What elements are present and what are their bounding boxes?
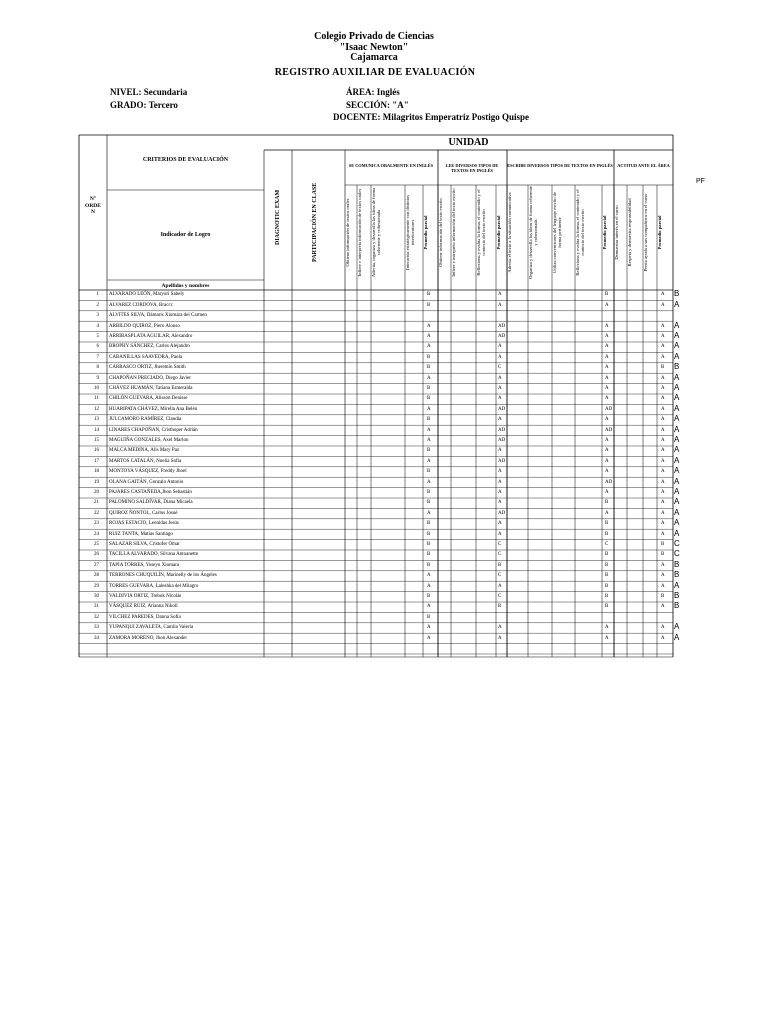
grade-promedio-oral: A — [427, 510, 431, 516]
school-name: Colegio Privado de Ciencias — [314, 31, 434, 42]
grade-promedio-escribe: B — [605, 562, 609, 568]
student-name: ALVAREZ CORDOVA, Braccc — [109, 302, 173, 308]
grade-promedio-oral: B — [427, 396, 431, 402]
indicator-label: Interactúa estratégicamente con distintos interlocutores — [405, 195, 415, 270]
indicator-label: Promedio parcial — [657, 215, 662, 250]
grade-promedio-actitud: B — [661, 541, 665, 547]
indicator-label: Obtiene información de textos orales — [345, 198, 350, 267]
final-grade: A — [674, 507, 680, 517]
final-grade: A — [674, 414, 680, 424]
grade-promedio-oral: B — [427, 292, 431, 298]
grade-promedio-lee: A — [498, 469, 502, 475]
grade-promedio-escribe: A — [605, 333, 609, 339]
grade-promedio-oral: B — [427, 521, 431, 527]
grade-promedio-escribe: A — [605, 365, 609, 371]
grade-promedio-oral: A — [427, 604, 431, 610]
student-number: 27 — [94, 562, 99, 568]
student-name: RUIZ TANTA, Matías Santiago — [109, 531, 173, 537]
final-grade: A — [674, 299, 680, 309]
student-name: LINARES CHAPOÑAN, Cristhoper Adrián — [109, 427, 198, 433]
grade-promedio-lee: A — [498, 583, 502, 589]
final-grade: B — [674, 601, 680, 611]
grade-promedio-actitud: A — [661, 437, 665, 443]
grade-promedio-actitud: A — [661, 583, 665, 589]
student-number: 8 — [96, 365, 99, 371]
student-name: VALDIVIA ORTIZ, Trebok Nicolás — [109, 593, 182, 599]
student-number: 3 — [96, 313, 99, 319]
student-name: MARTOS CATALÁN, Noelia Sofía — [109, 458, 182, 464]
grade-promedio-oral: A — [427, 344, 431, 350]
grade-promedio-oral: B — [427, 562, 431, 568]
grade-promedio-lee: AD — [498, 323, 506, 329]
indicator-label: Adecúa el texto a la situación comunicativa — [507, 192, 512, 273]
grade-promedio-escribe: B — [605, 552, 609, 558]
grade-promedio-oral: A — [427, 323, 431, 329]
student-number: 7 — [96, 354, 99, 360]
student-number: 10 — [94, 385, 99, 391]
student-number: 11 — [94, 396, 99, 402]
indicator-label: Infiere e interpreta información de textos orales — [357, 188, 362, 277]
student-number: 1 — [96, 292, 99, 298]
grade-promedio-lee: C — [498, 552, 502, 558]
grade-promedio-actitud: A — [661, 521, 665, 527]
grade-promedio-escribe: A — [605, 396, 609, 402]
final-grade: A — [674, 372, 680, 382]
final-grade: C — [674, 549, 680, 559]
student-name: TAPIA TORRES, Yoseyn Xiomara — [109, 562, 180, 568]
grade-promedio-lee: C — [498, 365, 502, 371]
student-name: HUARIPATA CHÁVEZ, Mirella Ana Belén — [109, 406, 198, 412]
grade-promedio-lee: AD — [498, 458, 506, 464]
grade-promedio-lee: A — [498, 448, 502, 454]
grade-promedio-escribe: A — [605, 437, 609, 443]
grade-promedio-lee: B — [498, 604, 502, 610]
grade-promedio-actitud: A — [661, 354, 665, 360]
grade-promedio-actitud: A — [661, 292, 665, 298]
student-name: SALAZAR SILVA, Cristofer Omar — [109, 541, 180, 547]
grade-promedio-escribe: A — [605, 344, 609, 350]
grade-promedio-escribe: C — [605, 541, 609, 547]
grade-promedio-actitud: A — [661, 458, 665, 464]
grade-promedio-escribe: A — [605, 469, 609, 475]
student-number: 18 — [94, 469, 99, 475]
final-grade: A — [674, 341, 680, 351]
grade-promedio-actitud: A — [661, 385, 665, 391]
grade-promedio-lee: A — [498, 635, 502, 641]
final-grade: A — [674, 486, 680, 496]
grade-promedio-lee: C — [498, 541, 502, 547]
grade-promedio-oral: B — [427, 302, 431, 308]
final-grade: A — [674, 497, 680, 507]
grade-promedio-escribe: B — [605, 604, 609, 610]
grade-promedio-lee: A — [498, 302, 502, 308]
group-heading-lee: LEE DIVERSOS TIPOS DE TEXTOS EN INGLÉS — [445, 163, 499, 174]
student-number: 15 — [94, 437, 99, 443]
student-name: MONTOYA VÁSQUEZ, Freddy Jhoel — [109, 469, 187, 475]
student-number: 4 — [96, 323, 99, 329]
grade-promedio-lee: B — [498, 562, 502, 568]
final-grade: A — [674, 393, 680, 403]
diagnostic-exam-heading: DIAGNOTIC EXAM — [275, 189, 281, 245]
grade-promedio-oral: B — [427, 354, 431, 360]
grade-promedio-actitud: A — [661, 375, 665, 381]
student-number: 12 — [94, 406, 99, 412]
grade-promedio-oral: B — [427, 614, 431, 620]
group-heading-actitud: ACTITUD ANTE EL ÁREA — [617, 163, 670, 168]
student-name: PAJARES CASTAÑEDA,Jhon Sebastián — [109, 489, 192, 495]
indicator-label: Demuestra interés en el curso — [614, 205, 619, 260]
grade-promedio-oral: A — [427, 625, 431, 631]
grade-promedio-actitud: A — [661, 344, 665, 350]
student-number: 6 — [96, 344, 99, 350]
student-name: JULCAMORO RAMÍREZ, Claudia — [109, 417, 182, 423]
indicator-label: Promedio parcial — [496, 215, 501, 250]
grade-promedio-escribe: B — [605, 573, 609, 579]
indicator-label: Promedio parcial — [602, 215, 607, 250]
student-number: 17 — [94, 458, 99, 464]
grade-promedio-escribe: B — [605, 531, 609, 537]
grade-promedio-lee: A — [498, 396, 502, 402]
grade-promedio-actitud: A — [661, 406, 665, 412]
student-name: PALOMINO SALDÍVAR, Diana Micaela — [109, 500, 193, 506]
grade-promedio-actitud: A — [661, 562, 665, 568]
student-name: CHÁVEZ HUAMÁN, Tatiana Esmeralda — [109, 385, 193, 391]
grade-promedio-actitud: B — [661, 593, 665, 599]
grade-promedio-oral: B — [427, 448, 431, 454]
final-grade: B — [674, 590, 680, 600]
student-number: 22 — [94, 510, 99, 516]
student-number: 34 — [94, 635, 99, 641]
grade-promedio-actitud: A — [661, 531, 665, 537]
student-number: 31 — [94, 604, 99, 610]
grade-promedio-lee: AD — [498, 510, 506, 516]
grade-promedio-oral: A — [427, 458, 431, 464]
grade-promedio-oral: B — [427, 489, 431, 495]
final-grade: A — [674, 622, 680, 632]
school-city: Cajamarca — [350, 52, 398, 63]
grade-promedio-actitud: A — [661, 489, 665, 495]
student-number: 23 — [94, 521, 99, 527]
final-grade: B — [674, 289, 680, 299]
student-name: OLANA GAITÁN, Gonzalo Antonio — [109, 479, 184, 485]
student-name: MALCA MEDINA, Alis Mary Paz — [109, 448, 180, 454]
student-number: 19 — [94, 479, 99, 485]
indicator-label: Organiza y desarrolla las ideas de forma coherente y cohesionada — [528, 186, 538, 279]
participacion-heading: PARTICIPACIÓN EN CLASE — [312, 182, 318, 262]
grade-promedio-escribe: AD — [605, 479, 613, 485]
indicator-label: Presta ayuda a sus compañeros en el curso — [643, 193, 648, 272]
grade-promedio-oral: A — [427, 437, 431, 443]
student-number: 13 — [94, 417, 99, 423]
grade-promedio-oral: A — [427, 427, 431, 433]
grade-promedio-actitud: A — [661, 469, 665, 475]
apellidos-heading: Apellidos y nombres — [161, 283, 210, 289]
grado-field: GRADO: Tercero — [110, 100, 178, 110]
grade-promedio-lee: A — [498, 417, 502, 423]
student-name: VÁSQUEZ RUIZ, Arianna Nikoll — [109, 604, 178, 610]
grade-promedio-oral: A — [427, 333, 431, 339]
grade-promedio-lee: AD — [498, 333, 506, 339]
orden-heading: N° ORDE N — [85, 196, 101, 216]
grade-promedio-actitud: B — [661, 365, 665, 371]
grade-promedio-actitud: B — [661, 552, 665, 558]
indicator-label: Reflexiona y evalúa la forma, el contenido y el contexto del texto escrito — [575, 189, 585, 276]
seccion-field: SECCIÓN: "A" — [346, 100, 409, 110]
indicator-label: Promedio parcial — [423, 215, 428, 250]
student-number: 30 — [94, 593, 99, 599]
grade-promedio-lee: A — [498, 344, 502, 350]
grade-promedio-oral: A — [427, 635, 431, 641]
grade-promedio-escribe: A — [605, 375, 609, 381]
school-name-quoted: "Isaac Newton" — [339, 42, 409, 53]
student-number: 28 — [94, 573, 99, 579]
grade-promedio-actitud: A — [661, 323, 665, 329]
student-number: 25 — [94, 541, 99, 547]
student-name: CHILÓN GUEVARA, Alisson Denisse — [109, 396, 188, 402]
final-grade: A — [674, 518, 680, 528]
grade-promedio-escribe: A — [605, 635, 609, 641]
grade-promedio-oral: B — [427, 500, 431, 506]
grade-promedio-lee: AD — [498, 406, 506, 412]
group-heading-oral: SE COMUNICA ORALMENTE EN INGLÉS — [348, 163, 434, 168]
student-number: 29 — [94, 583, 99, 589]
student-name: ALVITES SILVA, Dámaris Xiomara del Carmen — [109, 313, 207, 319]
final-grade: A — [674, 528, 680, 538]
nivel-field: NIVEL: Secundaria — [110, 87, 188, 97]
student-name: ZAMORA MORENO, Jhon Alexander — [109, 635, 188, 641]
grade-promedio-lee: A — [498, 375, 502, 381]
grade-promedio-escribe: B — [605, 583, 609, 589]
grade-promedio-escribe: AD — [605, 406, 613, 412]
student-name: CARRASCO ORTIZ, Jheremín Smith — [109, 365, 186, 371]
grade-promedio-oral: B — [427, 469, 431, 475]
grade-promedio-actitud: A — [661, 427, 665, 433]
student-number: 16 — [94, 448, 99, 454]
document-title: REGISTRO AUXILIAR DE EVALUACIÓN — [274, 67, 476, 78]
grade-promedio-actitud: A — [661, 333, 665, 339]
grade-promedio-lee: A — [498, 479, 502, 485]
student-name: ALVARADO LEÓN, Maryori Sabely — [109, 292, 185, 298]
student-name: TACILLA ALVARADO, Silvana Antoanette — [109, 552, 199, 558]
final-grade: A — [674, 632, 680, 642]
grade-promedio-oral: A — [427, 406, 431, 412]
grade-promedio-escribe: A — [605, 510, 609, 516]
student-name: BROPHY SÁNCHEZ, Carlos Alejandro — [109, 344, 190, 350]
student-name: TERRONES CHUQUILÍN, Marinelly de los Ángeles — [109, 573, 217, 579]
grade-promedio-actitud: A — [661, 573, 665, 579]
grade-promedio-lee: A — [498, 531, 502, 537]
grade-promedio-oral: A — [427, 583, 431, 589]
final-grade: A — [674, 320, 680, 330]
grade-promedio-oral: B — [427, 552, 431, 558]
grade-promedio-actitud: A — [661, 448, 665, 454]
docente-field: DOCENTE: Milagritos Emperatriz Postigo Quispe — [333, 112, 529, 122]
grade-promedio-escribe: B — [605, 292, 609, 298]
indicador-heading: Indicador de Logro — [160, 232, 211, 238]
grade-promedio-escribe: A — [605, 417, 609, 423]
student-number: 2 — [96, 302, 99, 308]
grade-promedio-escribe: A — [605, 458, 609, 464]
grade-promedio-actitud: A — [661, 510, 665, 516]
student-name: ARRIBASPLATA AGUILAR, Alexandro — [109, 333, 193, 339]
grade-promedio-escribe: A — [605, 302, 609, 308]
grade-promedio-lee: A — [498, 489, 502, 495]
indicator-label: Adecúa, organiza y desarrolla las ideas de forma coherente y cohesionada — [371, 187, 381, 278]
grade-promedio-lee: A — [498, 521, 502, 527]
grade-promedio-lee: A — [498, 354, 502, 360]
grade-promedio-actitud: A — [661, 302, 665, 308]
student-name: MAGUIÑA GONZALES, Axel Marlon — [109, 437, 189, 443]
indicator-label: Respeta y demuestra responsabilidad — [627, 198, 632, 267]
final-grade: A — [674, 455, 680, 465]
grade-promedio-oral: A — [427, 479, 431, 485]
final-grade: A — [674, 382, 680, 392]
criterios-heading: CRITERIOS DE EVALUACIÓN — [142, 157, 229, 163]
student-name: CABANILLAS SAAVEDRA, Paola — [109, 354, 183, 360]
grade-promedio-actitud: A — [661, 479, 665, 485]
grade-promedio-lee: AD — [498, 437, 506, 443]
grade-promedio-oral: B — [427, 593, 431, 599]
grade-promedio-oral: B — [427, 417, 431, 423]
grade-promedio-escribe: A — [605, 448, 609, 454]
student-number: 32 — [94, 614, 99, 620]
grade-promedio-lee: C — [498, 573, 502, 579]
grade-promedio-escribe: B — [605, 593, 609, 599]
unidad-heading: UNIDAD — [448, 137, 489, 148]
grade-promedio-escribe: A — [605, 323, 609, 329]
grade-promedio-oral: B — [427, 531, 431, 537]
student-number: 14 — [94, 427, 99, 433]
grade-promedio-lee: A — [498, 292, 502, 298]
grade-promedio-actitud: A — [661, 604, 665, 610]
grade-promedio-escribe: B — [605, 521, 609, 527]
final-grade: A — [674, 403, 680, 413]
final-grade: A — [674, 476, 680, 486]
grade-promedio-lee: C — [498, 593, 502, 599]
student-number: 9 — [96, 375, 99, 381]
indicator-label: Obtiene información del texto escrito — [438, 198, 443, 267]
group-heading-escribe: ESCRIBE DIVERSOS TIPOS DE TEXTOS EN INGLÉS — [507, 163, 613, 168]
student-name: CHAPOÑAN PRECIADO, Diego Javier — [109, 375, 191, 381]
final-grade: A — [674, 434, 680, 444]
grade-promedio-oral: A — [427, 573, 431, 579]
grade-promedio-lee: A — [498, 385, 502, 391]
indicator-label: Infiere e interpreta información del texto escrito — [451, 188, 456, 277]
indicator-label: Utiliza convenciones del lenguaje escrito de forma pertinente — [552, 192, 562, 273]
grade-promedio-actitud: A — [661, 625, 665, 631]
student-number: 5 — [96, 333, 99, 339]
grade-promedio-escribe: AD — [605, 427, 613, 433]
student-number: 20 — [94, 489, 99, 495]
grade-promedio-oral: B — [427, 541, 431, 547]
area-field: ÁREA: Inglés — [346, 87, 400, 97]
final-grade: A — [674, 445, 680, 455]
student-number: 21 — [94, 500, 99, 506]
final-grade: C — [674, 538, 680, 548]
final-grade: B — [674, 570, 680, 580]
student-name: QUIROZ ÑONTOL, Carlos Josué — [109, 510, 178, 516]
final-grade: A — [674, 580, 680, 590]
pf-label: PF — [696, 178, 705, 185]
grade-promedio-lee: A — [498, 500, 502, 506]
final-grade: A — [674, 424, 680, 434]
grade-promedio-actitud: A — [661, 500, 665, 506]
final-grade: A — [674, 466, 680, 476]
grade-promedio-actitud: A — [661, 396, 665, 402]
student-name: YUPANQUI ZAVALETA, Camila Valeria — [109, 625, 194, 631]
student-name: ARBILDO QUIROZ, Piero Alonso — [109, 323, 180, 329]
final-grade: A — [674, 330, 680, 340]
grade-promedio-escribe: B — [605, 500, 609, 506]
student-name: ROJAS ESTACIO, Leonidas Jesús — [109, 521, 179, 527]
grade-promedio-escribe: A — [605, 625, 609, 631]
grade-promedio-actitud: A — [661, 635, 665, 641]
student-name: VILCHEZ PAREDES, Danna Sofía — [109, 614, 181, 620]
student-name: TORRES GUEVARA, Laleshka del Milagro — [109, 583, 199, 589]
student-number: 33 — [94, 625, 99, 631]
indicator-label: Reflexiona y evalúa la forma, el contenido y el contexto del texto escrito — [476, 189, 486, 276]
grade-promedio-actitud: A — [661, 417, 665, 423]
final-grade: B — [674, 559, 680, 569]
grade-promedio-escribe: A — [605, 385, 609, 391]
final-grade: A — [674, 351, 680, 361]
student-number: 26 — [94, 552, 99, 558]
grade-promedio-lee: AD — [498, 427, 506, 433]
grade-promedio-oral: A — [427, 375, 431, 381]
student-number: 24 — [94, 531, 99, 537]
grade-promedio-oral: B — [427, 385, 431, 391]
final-grade: B — [674, 362, 680, 372]
grade-promedio-escribe: A — [605, 489, 609, 495]
grade-promedio-escribe: A — [605, 354, 609, 360]
grade-promedio-lee: A — [498, 625, 502, 631]
grade-promedio-oral: B — [427, 365, 431, 371]
